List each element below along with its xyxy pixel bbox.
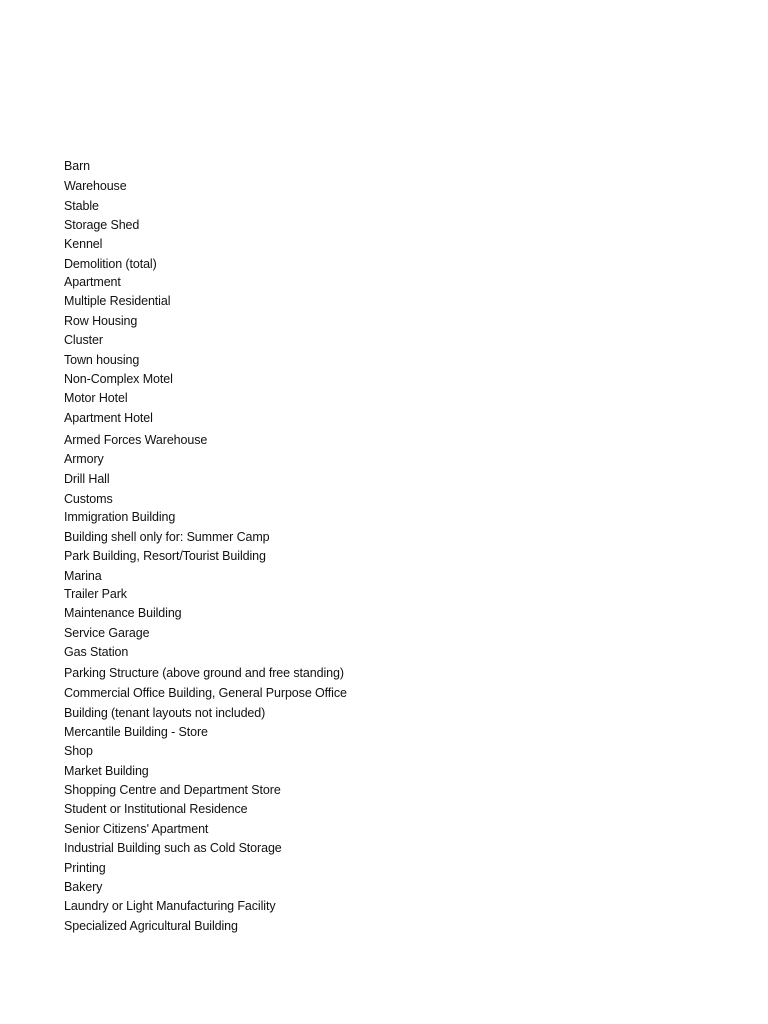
list-item: Gas Station	[64, 645, 129, 659]
list-item: Building shell only for: Summer Camp	[64, 530, 270, 544]
list-item: Marina	[64, 569, 102, 583]
list-item: Kennel	[64, 237, 103, 251]
list-item: Row Housing	[64, 314, 138, 328]
list-item: Stable	[64, 199, 99, 213]
list-item: Shopping Centre and Department Store	[64, 783, 281, 797]
list-item: Commercial Office Building, General Purpose Office	[64, 686, 347, 700]
list-item: Motor Hotel	[64, 391, 128, 405]
list-item: Barn	[64, 159, 91, 173]
list-item: Mercantile Building - Store	[64, 725, 208, 739]
list-item: Demolition (total)	[64, 257, 157, 271]
list-item: Trailer Park	[64, 587, 127, 601]
list-item: Printing	[64, 861, 106, 875]
list-item: Student or Institutional Residence	[64, 802, 248, 816]
list-item: Multiple Residential	[64, 294, 171, 308]
list-item: Cluster	[64, 333, 103, 347]
list-item: Shop	[64, 744, 93, 758]
list-item: Senior Citizens' Apartment	[64, 822, 209, 836]
list-item: Warehouse	[64, 179, 127, 193]
list-item: Park Building, Resort/Tourist Building	[64, 549, 266, 563]
list-item: Customs	[64, 492, 113, 506]
list-item: Apartment Hotel	[64, 411, 153, 425]
list-item: Armory	[64, 452, 104, 466]
list-item: Apartment	[64, 275, 121, 289]
list-item: Town housing	[64, 353, 140, 367]
list-item-continuation: Building (tenant layouts not included)	[64, 706, 266, 720]
list-item: Bakery	[64, 880, 103, 894]
list-item: Industrial Building such as Cold Storage	[64, 841, 282, 855]
list-item: Storage Shed	[64, 218, 140, 232]
list-item: Specialized Agricultural Building	[64, 919, 238, 933]
list-item: Parking Structure (above ground and free standing)	[64, 666, 344, 680]
list-item: Market Building	[64, 764, 149, 778]
list-item: Maintenance Building	[64, 606, 182, 620]
list-item: Immigration Building	[64, 510, 176, 524]
list-item: Non-Complex Motel	[64, 372, 173, 386]
list-item: Service Garage	[64, 626, 150, 640]
list-item: Armed Forces Warehouse	[64, 433, 208, 447]
list-item: Laundry or Light Manufacturing Facility	[64, 899, 276, 913]
list-item: Drill Hall	[64, 472, 110, 486]
